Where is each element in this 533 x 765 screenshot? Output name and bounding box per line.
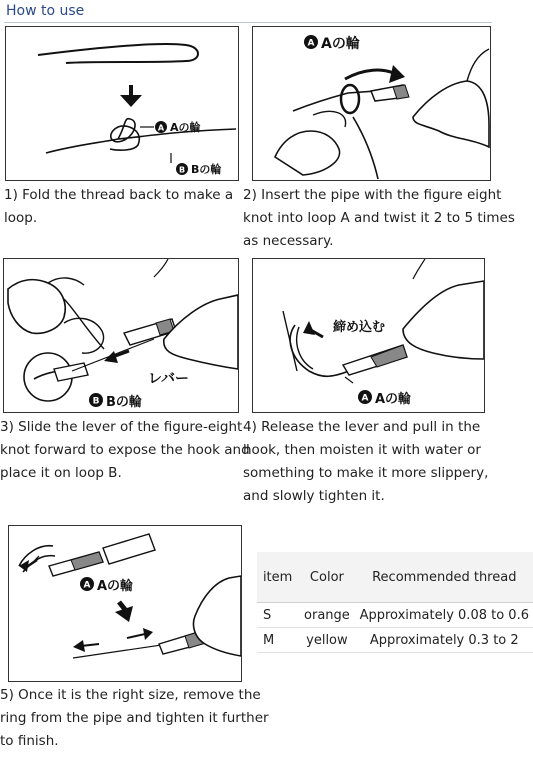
svg-text:A: A	[83, 580, 91, 591]
loop-b-label: Bの輪	[106, 395, 142, 410]
caption-line: 2) Insert the pipe with the figure eight	[243, 187, 502, 203]
header-color: Color	[298, 552, 355, 603]
caption-line: and slowly tighten it.	[243, 488, 385, 504]
lever-label: レバー	[148, 371, 190, 387]
loop-a-label: Aの輪	[375, 392, 412, 407]
caption-line: 4) Release the lever and pull in the	[243, 419, 481, 435]
step5-caption	[0, 684, 269, 753]
caption-line: as necessary.	[243, 233, 334, 249]
caption-line: knot forward to expose the hook and	[0, 442, 250, 458]
svg-text:A: A	[307, 38, 315, 49]
caption-line: knot into loop A and twist it 2 to 5 times	[243, 210, 515, 226]
step1-caption	[4, 184, 233, 230]
header-recommended-thread: Recommended thread	[356, 552, 533, 603]
caption-line: loop.	[4, 210, 38, 226]
caption-line: hook, then moisten it with water or	[243, 442, 481, 458]
heading-divider	[4, 22, 492, 23]
step2-illustration	[252, 26, 491, 181]
caption-line: place it on loop B.	[0, 465, 122, 481]
cell-color: yellow	[306, 632, 348, 648]
tighten-label: 締め込む	[333, 320, 386, 335]
cell-color: orange	[304, 607, 350, 623]
step3-illustration	[3, 258, 239, 413]
header-item: item	[257, 552, 298, 603]
table-row	[257, 628, 533, 653]
loop-a-label: Aの輪	[321, 36, 360, 52]
step4-caption	[243, 416, 488, 508]
caption-line: 5) Once it is the right size, remove the	[0, 687, 261, 703]
caption-line: 3) Slide the lever of the figure-eight	[0, 419, 243, 435]
svg-text:B: B	[178, 165, 186, 175]
svg-text:A: A	[361, 393, 369, 404]
step3-caption	[0, 416, 250, 485]
caption-line: 1) Fold the thread back to make a	[4, 187, 234, 203]
cell-recommended-thread: Approximately 0.3 to 2	[369, 632, 519, 648]
caption-line: to finish.	[0, 733, 59, 749]
table-row	[257, 603, 533, 628]
thread-spec-table	[257, 552, 533, 653]
loop-a-label: Aの輪	[97, 579, 134, 594]
cell-recommended-thread: Approximately 0.08 to 0.6	[359, 607, 529, 623]
step2-caption	[243, 184, 515, 253]
step1-illustration	[5, 26, 239, 181]
page-heading: How to use	[6, 3, 85, 19]
cell-item: M	[263, 632, 275, 648]
step4-illustration	[252, 258, 485, 413]
svg-text:B: B	[92, 396, 100, 407]
loop-a-label: Aの輪	[170, 121, 201, 134]
caption-line: ring from the pipe and tighten it further	[0, 710, 269, 726]
table-header-row	[257, 552, 533, 603]
caption-line: something to make it more slippery,	[243, 465, 489, 481]
loop-b-label: Bの輪	[191, 163, 222, 176]
cell-item: S	[263, 607, 272, 623]
step5-illustration	[8, 525, 242, 682]
svg-text:A: A	[157, 123, 165, 133]
